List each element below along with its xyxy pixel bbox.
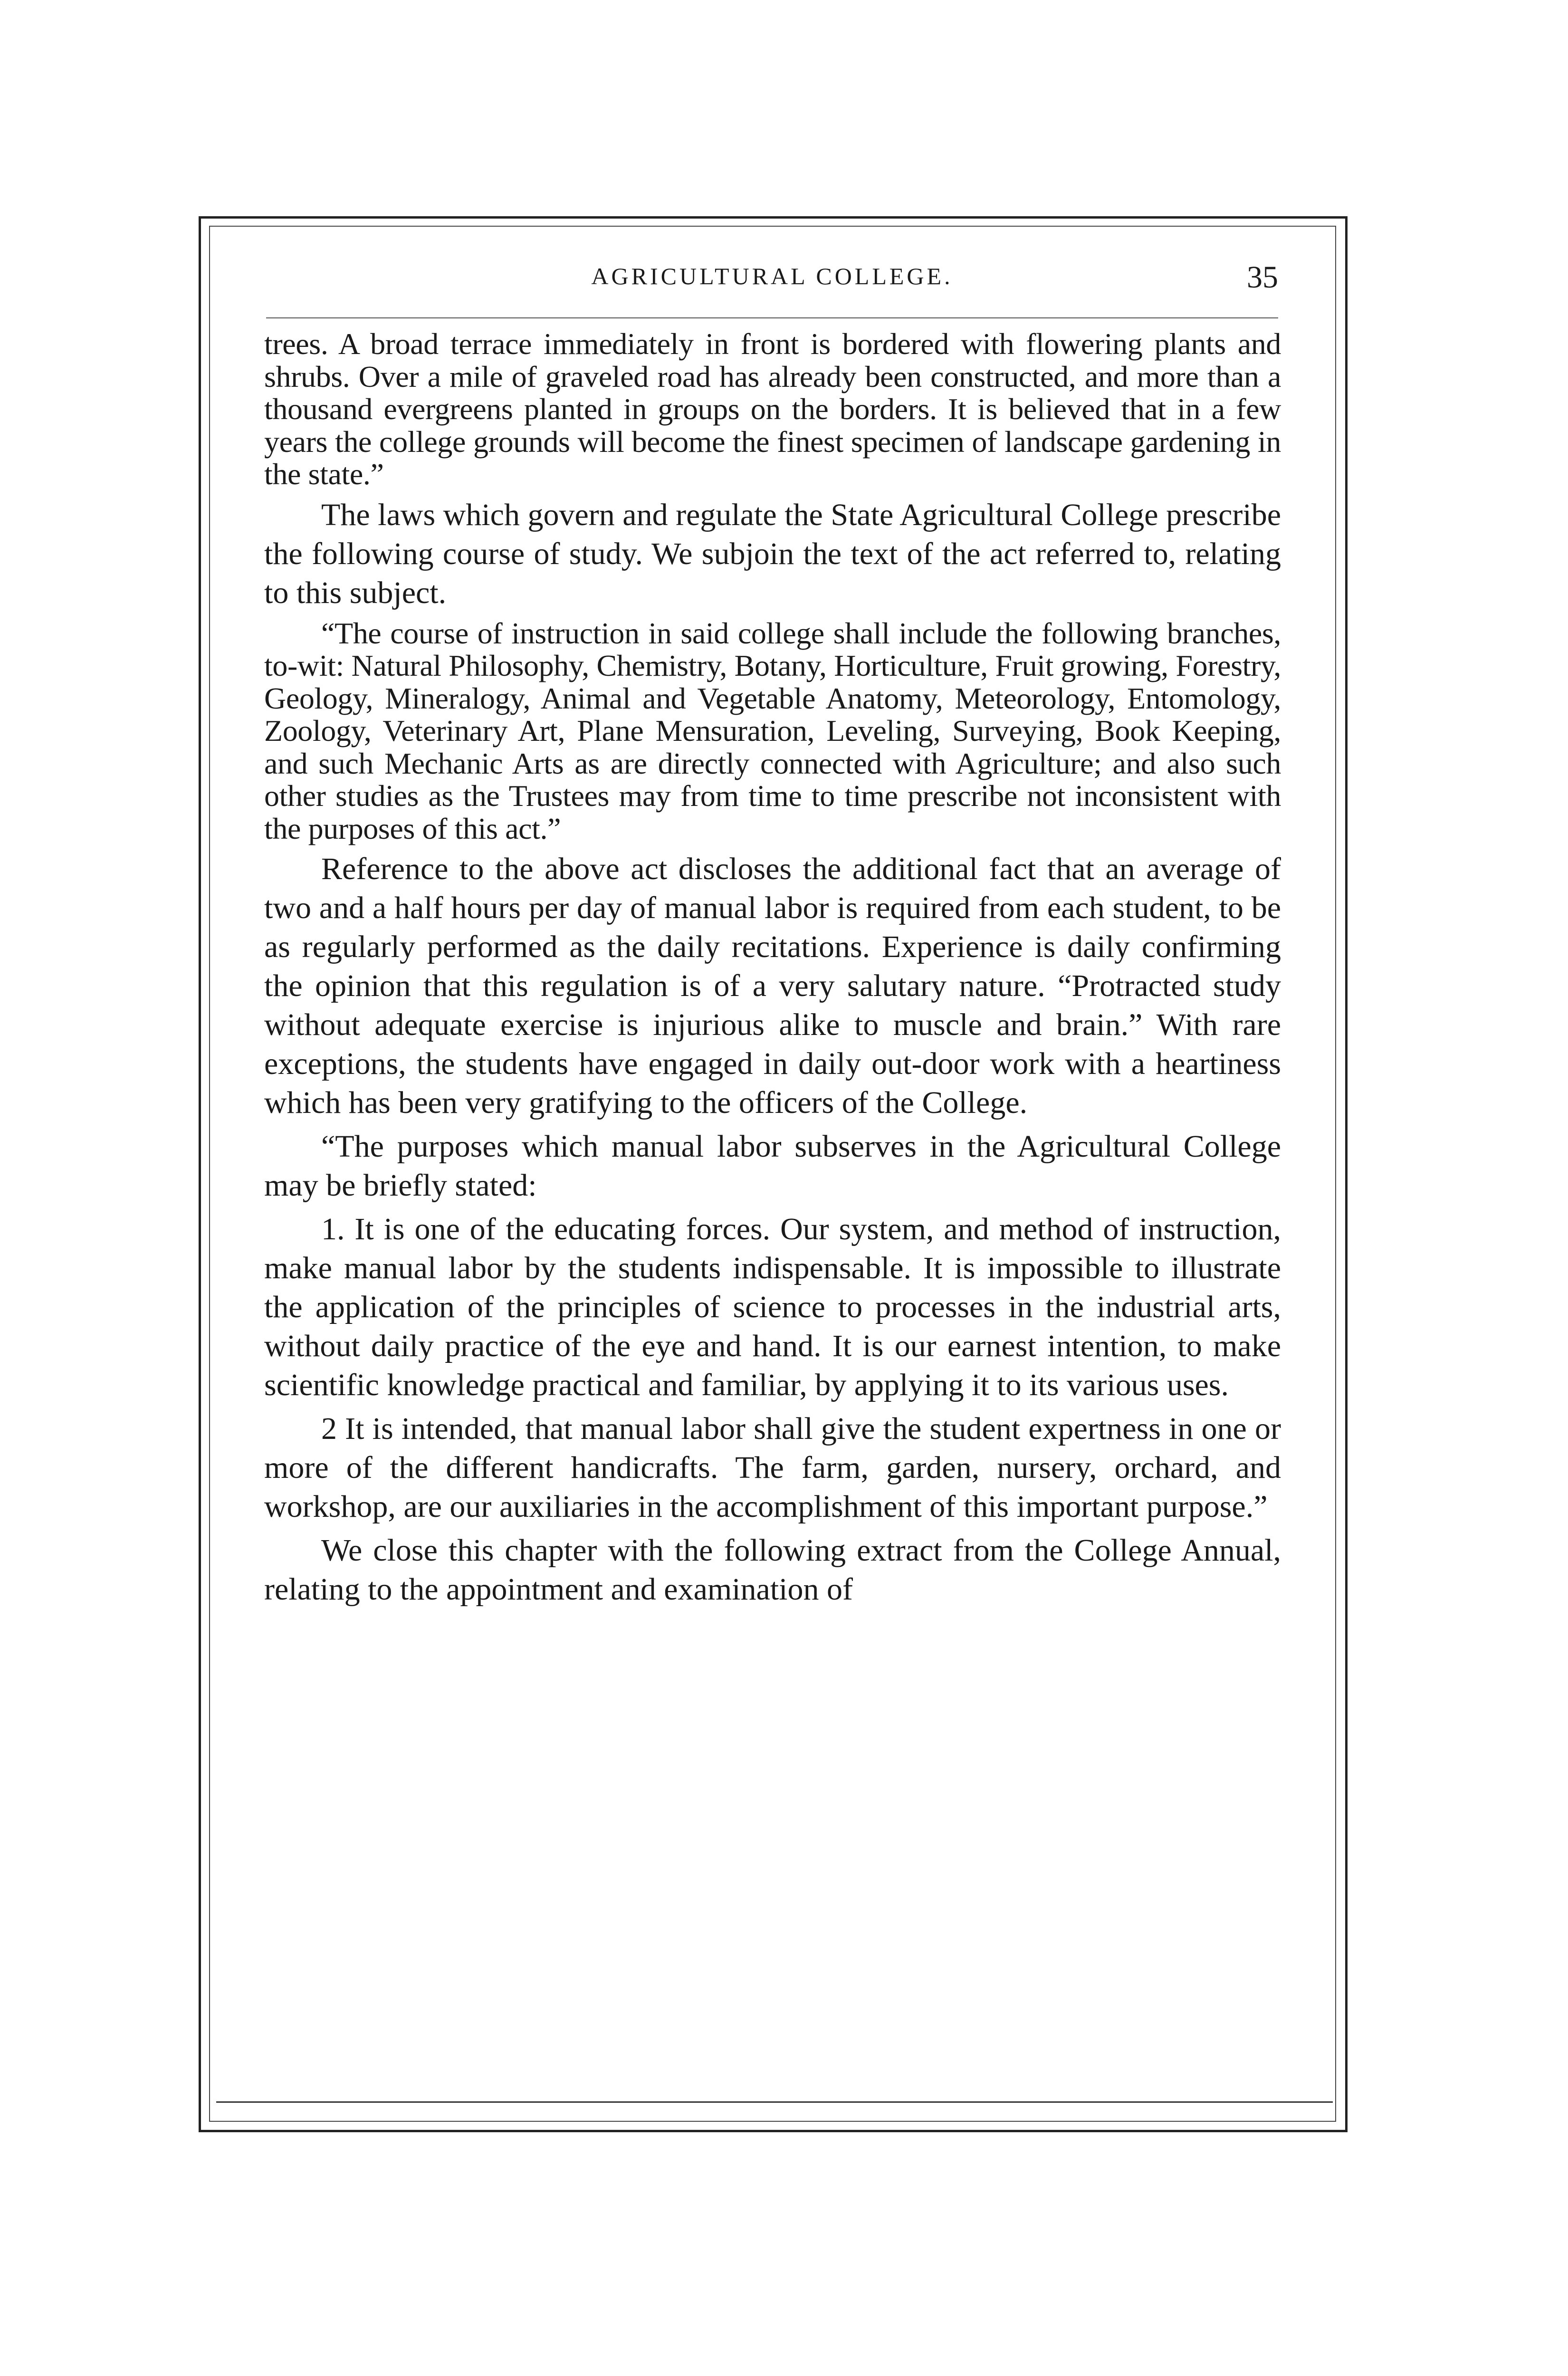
body-text [264,328,1281,1614]
running-head [266,262,1278,300]
frame-bottom-rule [216,2101,1333,2103]
paragraph-manual-labor: Reference to the above act discloses the additional fact that an average of two and a half hours per day of manual labor is required from each student, to be as regularly performed as the daily recitations. Experience is daily confirming the opinion that this regulation is of a very salutary nature. “Protracted study without adequate exercise is injurious alike to muscle and brain.” With rare exceptions, the students have engaged in daily out-door work with a heartiness which has been very gratifying to the officers of the College. [264,852,1281,1120]
paragraph-course-act: “The course of instruction in said college shall include the following branches, to-wit: Natural Philosophy, Chemistry, Botany, Horticulture, Fruit growing, Forestry, Geology, Mineralogy, Animal and Vegetable Anatomy, Meteorology, Entomology, Zoology, Veterinary Art, Plane Mensuration, Leveling, Surveying, Book Keeping, and such Mechanic Arts as are directly connected with Agriculture; and also such other studies as the Trustees may from time to time prescribe not inconsistent with the purposes of this act.” [264,616,1281,845]
paragraph-laws: The laws which govern and regulate the State Agricultural College prescribe the following course of study. We subjoin the text of the act referred to, relating to this subject. [264,497,1281,610]
paragraph-purpose-1: 1. It is one of the educating forces. Our system, and method of instruction, make manual labor by the students indispensable. It is impossible to illustrate the application of the principles of science to processes in the industrial arts, without daily practice of the eye and hand. It is our earnest intention, to make scientific knowledge practical and familiar, by applying it to its various uses. [264,1212,1281,1402]
page-number: 35 [1247,260,1278,295]
running-title: AGRICULTURAL COLLEGE. [591,263,953,289]
paragraph-purpose-2: 2 It is intended, that manual labor shall give the student expertness in one or more of the different handicrafts. The farm, garden, nursery, orchard, and workshop, are our auxiliaries in the accomplishment of this important purpose.” [264,1411,1281,1524]
paragraph-purposes-intro: “The purposes which manual labor subserves in the Agricultural College may be briefly stated: [264,1129,1281,1203]
header-rule [266,317,1278,318]
paragraph-closing: We close this chapter with the following extract from the College Annual, relating to the appointment and examination of [264,1533,1281,1607]
paragraph-continued-quote: trees. A broad terrace immediately in front is bordered with flowering plants and shrubs. Over a mile of graveled road has already been constructed, and more than a thousand evergreens planted in groups on the borders. It is believed that in a few years the college grounds will become the finest specimen of landscape gardening in the state.” [264,327,1281,491]
